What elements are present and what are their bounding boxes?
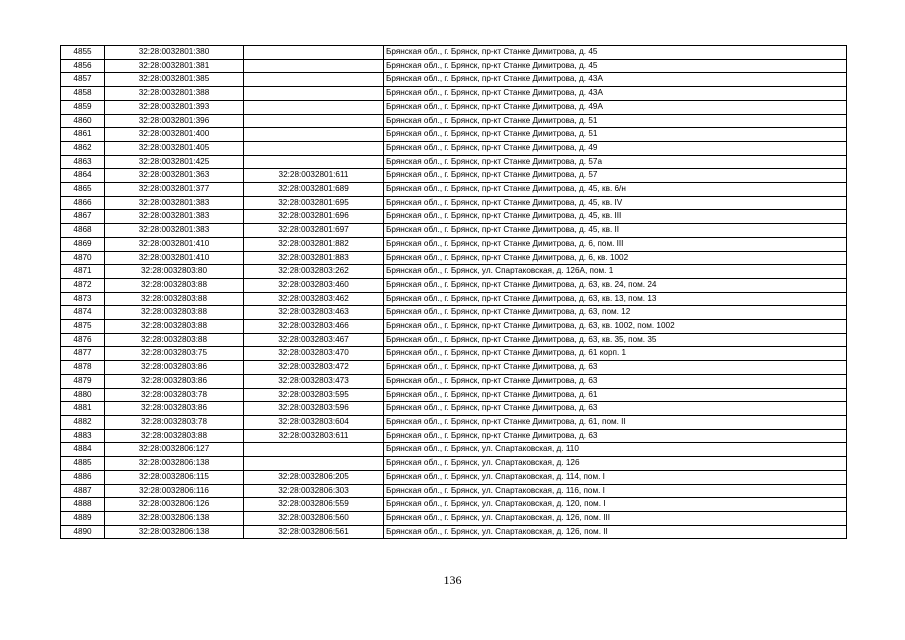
cadastral-number-cell: 32:28:0032803:88 — [105, 429, 244, 443]
address-cell: Брянская обл., г. Брянск, ул. Спартаковская, д. 114, пом. I — [384, 470, 847, 484]
table-row — [61, 511, 847, 525]
address-cell: Брянская обл., г. Брянск, пр-кт Станке Димитрова, д. 63, кв. 13, пом. 13 — [384, 292, 847, 306]
row-number-cell: 4872 — [61, 278, 105, 292]
row-number-cell: 4857 — [61, 73, 105, 87]
row-number-cell: 4869 — [61, 237, 105, 251]
cadastral-number-cell: 32:28:0032801:383 — [105, 224, 244, 238]
table-row — [61, 292, 847, 306]
row-number-cell: 4881 — [61, 402, 105, 416]
row-number-cell: 4861 — [61, 128, 105, 142]
table-row — [61, 141, 847, 155]
row-number-cell: 4863 — [61, 155, 105, 169]
address-cell: Брянская обл., г. Брянск, пр-кт Станке Димитрова, д. 61 — [384, 388, 847, 402]
table-row — [61, 100, 847, 114]
sub-cadastral-number-cell: 32:28:0032803:472 — [244, 361, 384, 375]
table-row — [61, 402, 847, 416]
sub-cadastral-number-cell — [244, 46, 384, 60]
table-row — [61, 251, 847, 265]
sub-cadastral-number-cell: 32:28:0032803:596 — [244, 402, 384, 416]
sub-cadastral-number-cell: 32:28:0032803:467 — [244, 333, 384, 347]
table-row — [61, 484, 847, 498]
sub-cadastral-number-cell: 32:28:0032801:882 — [244, 237, 384, 251]
sub-cadastral-number-cell: 32:28:0032806:561 — [244, 525, 384, 539]
sub-cadastral-number-cell: 32:28:0032803:460 — [244, 278, 384, 292]
table-row — [61, 155, 847, 169]
row-number-cell: 4868 — [61, 224, 105, 238]
sub-cadastral-number-cell — [244, 114, 384, 128]
sub-cadastral-number-cell — [244, 457, 384, 471]
table-row — [61, 333, 847, 347]
row-number-cell: 4871 — [61, 265, 105, 279]
sub-cadastral-number-cell: 32:28:0032803:462 — [244, 292, 384, 306]
address-cell: Брянская обл., г. Брянск, пр-кт Станке Димитрова, д. 63, пом. 12 — [384, 306, 847, 320]
address-cell: Брянская обл., г. Брянск, ул. Спартаковская, д. 126, пом. II — [384, 525, 847, 539]
cadastral-number-cell: 32:28:0032801:396 — [105, 114, 244, 128]
sub-cadastral-number-cell — [244, 73, 384, 87]
sub-cadastral-number-cell: 32:28:0032803:470 — [244, 347, 384, 361]
cadastral-number-cell: 32:28:0032801:385 — [105, 73, 244, 87]
address-cell: Брянская обл., г. Брянск, пр-кт Станке Димитрова, д. 45, кв. 6/н — [384, 183, 847, 197]
cadastral-number-cell: 32:28:0032803:88 — [105, 320, 244, 334]
table-row — [61, 73, 847, 87]
cadastral-number-cell: 32:28:0032806:115 — [105, 470, 244, 484]
cadastral-number-cell: 32:28:0032803:78 — [105, 415, 244, 429]
row-number-cell: 4864 — [61, 169, 105, 183]
address-cell: Брянская обл., г. Брянск, пр-кт Станке Димитрова, д. 63 — [384, 429, 847, 443]
cadastral-number-cell: 32:28:0032806:138 — [105, 511, 244, 525]
row-number-cell: 4862 — [61, 141, 105, 155]
row-number-cell: 4880 — [61, 388, 105, 402]
table-row — [61, 265, 847, 279]
row-number-cell: 4867 — [61, 210, 105, 224]
table-row — [61, 320, 847, 334]
table-row — [61, 224, 847, 238]
sub-cadastral-number-cell: 32:28:0032803:611 — [244, 429, 384, 443]
sub-cadastral-number-cell — [244, 100, 384, 114]
row-number-cell: 4865 — [61, 183, 105, 197]
cadastral-number-cell: 32:28:0032806:126 — [105, 498, 244, 512]
row-number-cell: 4889 — [61, 511, 105, 525]
page-number: 136 — [443, 573, 462, 587]
cadastral-number-cell: 32:28:0032801:425 — [105, 155, 244, 169]
sub-cadastral-number-cell: 32:28:0032801:883 — [244, 251, 384, 265]
sub-cadastral-number-cell — [244, 59, 384, 73]
address-cell: Брянская обл., г. Брянск, пр-кт Станке Димитрова, д. 43А — [384, 87, 847, 101]
address-cell: Брянская обл., г. Брянск, пр-кт Станке Димитрова, д. 51 — [384, 128, 847, 142]
address-cell: Брянская обл., г. Брянск, пр-кт Станке Димитрова, д. 51 — [384, 114, 847, 128]
address-cell: Брянская обл., г. Брянск, пр-кт Станке Димитрова, д. 61, пом. II — [384, 415, 847, 429]
table-row — [61, 237, 847, 251]
row-number-cell: 4883 — [61, 429, 105, 443]
cadastral-number-cell: 32:28:0032803:86 — [105, 374, 244, 388]
address-cell: Брянская обл., г. Брянск, пр-кт Станке Димитрова, д. 45 — [384, 46, 847, 60]
sub-cadastral-number-cell — [244, 443, 384, 457]
row-number-cell: 4877 — [61, 347, 105, 361]
address-cell: Брянская обл., г. Брянск, пр-кт Станке Димитрова, д. 49 — [384, 141, 847, 155]
cadastral-number-cell: 32:28:0032801:383 — [105, 196, 244, 210]
address-cell: Брянская обл., г. Брянск, ул. Спартаковская, д. 126 — [384, 457, 847, 471]
cadastral-number-cell: 32:28:0032801:363 — [105, 169, 244, 183]
table-row — [61, 470, 847, 484]
address-cell: Брянская обл., г. Брянск, пр-кт Станке Димитрова, д. 63, кв. 1002, пом. 1002 — [384, 320, 847, 334]
address-cell: Брянская обл., г. Брянск, пр-кт Станке Димитрова, д. 6, кв. 1002 — [384, 251, 847, 265]
cadastral-number-cell: 32:28:0032801:377 — [105, 183, 244, 197]
sub-cadastral-number-cell: 32:28:0032801:697 — [244, 224, 384, 238]
sub-cadastral-number-cell: 32:28:0032801:695 — [244, 196, 384, 210]
row-number-cell: 4859 — [61, 100, 105, 114]
table-row — [61, 306, 847, 320]
sub-cadastral-number-cell: 32:28:0032801:611 — [244, 169, 384, 183]
table-row — [61, 457, 847, 471]
address-cell: Брянская обл., г. Брянск, ул. Спартаковская, д. 120, пом. I — [384, 498, 847, 512]
cadastral-number-cell: 32:28:0032801:381 — [105, 59, 244, 73]
cadastral-number-cell: 32:28:0032803:86 — [105, 361, 244, 375]
table-row — [61, 278, 847, 292]
address-cell: Брянская обл., г. Брянск, пр-кт Станке Димитрова, д. 57а — [384, 155, 847, 169]
sub-cadastral-number-cell: 32:28:0032806:559 — [244, 498, 384, 512]
address-cell: Брянская обл., г. Брянск, пр-кт Станке Димитрова, д. 63 — [384, 361, 847, 375]
cadastral-number-cell: 32:28:0032801:400 — [105, 128, 244, 142]
row-number-cell: 4884 — [61, 443, 105, 457]
sub-cadastral-number-cell: 32:28:0032806:560 — [244, 511, 384, 525]
table-row — [61, 128, 847, 142]
row-number-cell: 4856 — [61, 59, 105, 73]
row-number-cell: 4890 — [61, 525, 105, 539]
table-row — [61, 415, 847, 429]
address-cell: Брянская обл., г. Брянск, пр-кт Станке Димитрова, д. 63 — [384, 374, 847, 388]
address-cell: Брянская обл., г. Брянск, ул. Спартаковская, д. 110 — [384, 443, 847, 457]
table-row — [61, 388, 847, 402]
cadastral-number-cell: 32:28:0032806:116 — [105, 484, 244, 498]
cadastral-number-cell: 32:28:0032803:88 — [105, 333, 244, 347]
address-cell: Брянская обл., г. Брянск, ул. Спартаковская, д. 126, пом. III — [384, 511, 847, 525]
address-cell: Брянская обл., г. Брянск, ул. Спартаковская, д. 126А, пом. 1 — [384, 265, 847, 279]
table-row — [61, 196, 847, 210]
table-row — [61, 87, 847, 101]
cadastral-number-cell: 32:28:0032801:410 — [105, 251, 244, 265]
sub-cadastral-number-cell — [244, 155, 384, 169]
address-cell: Брянская обл., г. Брянск, пр-кт Станке Димитрова, д. 49А — [384, 100, 847, 114]
cadastral-number-cell: 32:28:0032801:393 — [105, 100, 244, 114]
address-cell: Брянская обл., г. Брянск, пр-кт Станке Димитрова, д. 6, пом. III — [384, 237, 847, 251]
sub-cadastral-number-cell: 32:28:0032801:696 — [244, 210, 384, 224]
address-cell: Брянская обл., г. Брянск, пр-кт Станке Димитрова, д. 45 — [384, 59, 847, 73]
table-row — [61, 169, 847, 183]
row-number-cell: 4855 — [61, 46, 105, 60]
sub-cadastral-number-cell — [244, 128, 384, 142]
row-number-cell: 4878 — [61, 361, 105, 375]
address-cell: Брянская обл., г. Брянск, пр-кт Станке Димитрова, д. 43А — [384, 73, 847, 87]
table-row — [61, 443, 847, 457]
cadastral-number-cell: 32:28:0032806:127 — [105, 443, 244, 457]
table-row — [61, 114, 847, 128]
cadastral-number-cell: 32:28:0032806:138 — [105, 457, 244, 471]
sub-cadastral-number-cell: 32:28:0032803:595 — [244, 388, 384, 402]
cadastral-number-cell: 32:28:0032803:88 — [105, 292, 244, 306]
cadastral-number-cell: 32:28:0032803:80 — [105, 265, 244, 279]
sub-cadastral-number-cell: 32:28:0032806:303 — [244, 484, 384, 498]
row-number-cell: 4886 — [61, 470, 105, 484]
table-row — [61, 46, 847, 60]
row-number-cell: 4870 — [61, 251, 105, 265]
cadastral-number-cell: 32:28:0032803:88 — [105, 278, 244, 292]
cadastral-number-cell: 32:28:0032801:388 — [105, 87, 244, 101]
cadastral-number-cell: 32:28:0032801:383 — [105, 210, 244, 224]
table-row — [61, 525, 847, 539]
cadastral-number-cell: 32:28:0032801:410 — [105, 237, 244, 251]
sub-cadastral-number-cell: 32:28:0032806:205 — [244, 470, 384, 484]
table-row — [61, 498, 847, 512]
row-number-cell: 4873 — [61, 292, 105, 306]
table-row — [61, 183, 847, 197]
row-number-cell: 4879 — [61, 374, 105, 388]
sub-cadastral-number-cell — [244, 87, 384, 101]
cadastral-number-cell: 32:28:0032801:380 — [105, 46, 244, 60]
cadastral-number-cell: 32:28:0032803:86 — [105, 402, 244, 416]
sub-cadastral-number-cell: 32:28:0032803:604 — [244, 415, 384, 429]
address-cell: Брянская обл., г. Брянск, ул. Спартаковская, д. 116, пом. I — [384, 484, 847, 498]
sub-cadastral-number-cell: 32:28:0032803:466 — [244, 320, 384, 334]
row-number-cell: 4876 — [61, 333, 105, 347]
cadastral-number-cell: 32:28:0032803:78 — [105, 388, 244, 402]
row-number-cell: 4888 — [61, 498, 105, 512]
address-cell: Брянская обл., г. Брянск, пр-кт Станке Димитрова, д. 45, кв. II — [384, 224, 847, 238]
address-cell: Брянская обл., г. Брянск, пр-кт Станке Димитрова, д. 63 — [384, 402, 847, 416]
table-row — [61, 210, 847, 224]
address-cell: Брянская обл., г. Брянск, пр-кт Станке Димитрова, д. 45, кв. III — [384, 210, 847, 224]
sub-cadastral-number-cell: 32:28:0032801:689 — [244, 183, 384, 197]
row-number-cell: 4858 — [61, 87, 105, 101]
row-number-cell: 4882 — [61, 415, 105, 429]
table-row — [61, 347, 847, 361]
row-number-cell: 4860 — [61, 114, 105, 128]
address-cell: Брянская обл., г. Брянск, пр-кт Станке Димитрова, д. 63, кв. 35, пом. 35 — [384, 333, 847, 347]
table-row — [61, 59, 847, 73]
sub-cadastral-number-cell: 32:28:0032803:473 — [244, 374, 384, 388]
row-number-cell: 4887 — [61, 484, 105, 498]
row-number-cell: 4866 — [61, 196, 105, 210]
address-cell: Брянская обл., г. Брянск, пр-кт Станке Димитрова, д. 45, кв. IV — [384, 196, 847, 210]
table-row — [61, 429, 847, 443]
table-row — [61, 374, 847, 388]
row-number-cell: 4874 — [61, 306, 105, 320]
table-row — [61, 361, 847, 375]
cadastral-number-cell: 32:28:0032803:75 — [105, 347, 244, 361]
sub-cadastral-number-cell — [244, 141, 384, 155]
cadastral-number-cell: 32:28:0032801:405 — [105, 141, 244, 155]
address-cell: Брянская обл., г. Брянск, пр-кт Станке Димитрова, д. 57 — [384, 169, 847, 183]
row-number-cell: 4885 — [61, 457, 105, 471]
sub-cadastral-number-cell: 32:28:0032803:463 — [244, 306, 384, 320]
cadastral-number-cell: 32:28:0032806:138 — [105, 525, 244, 539]
cadastral-registry-table — [60, 45, 847, 539]
address-cell: Брянская обл., г. Брянск, пр-кт Станке Димитрова, д. 63, кв. 24, пом. 24 — [384, 278, 847, 292]
cadastral-number-cell: 32:28:0032803:88 — [105, 306, 244, 320]
sub-cadastral-number-cell: 32:28:0032803:262 — [244, 265, 384, 279]
registry-table-body — [61, 46, 847, 539]
address-cell: Брянская обл., г. Брянск, пр-кт Станке Димитрова, д. 61 корп. 1 — [384, 347, 847, 361]
row-number-cell: 4875 — [61, 320, 105, 334]
